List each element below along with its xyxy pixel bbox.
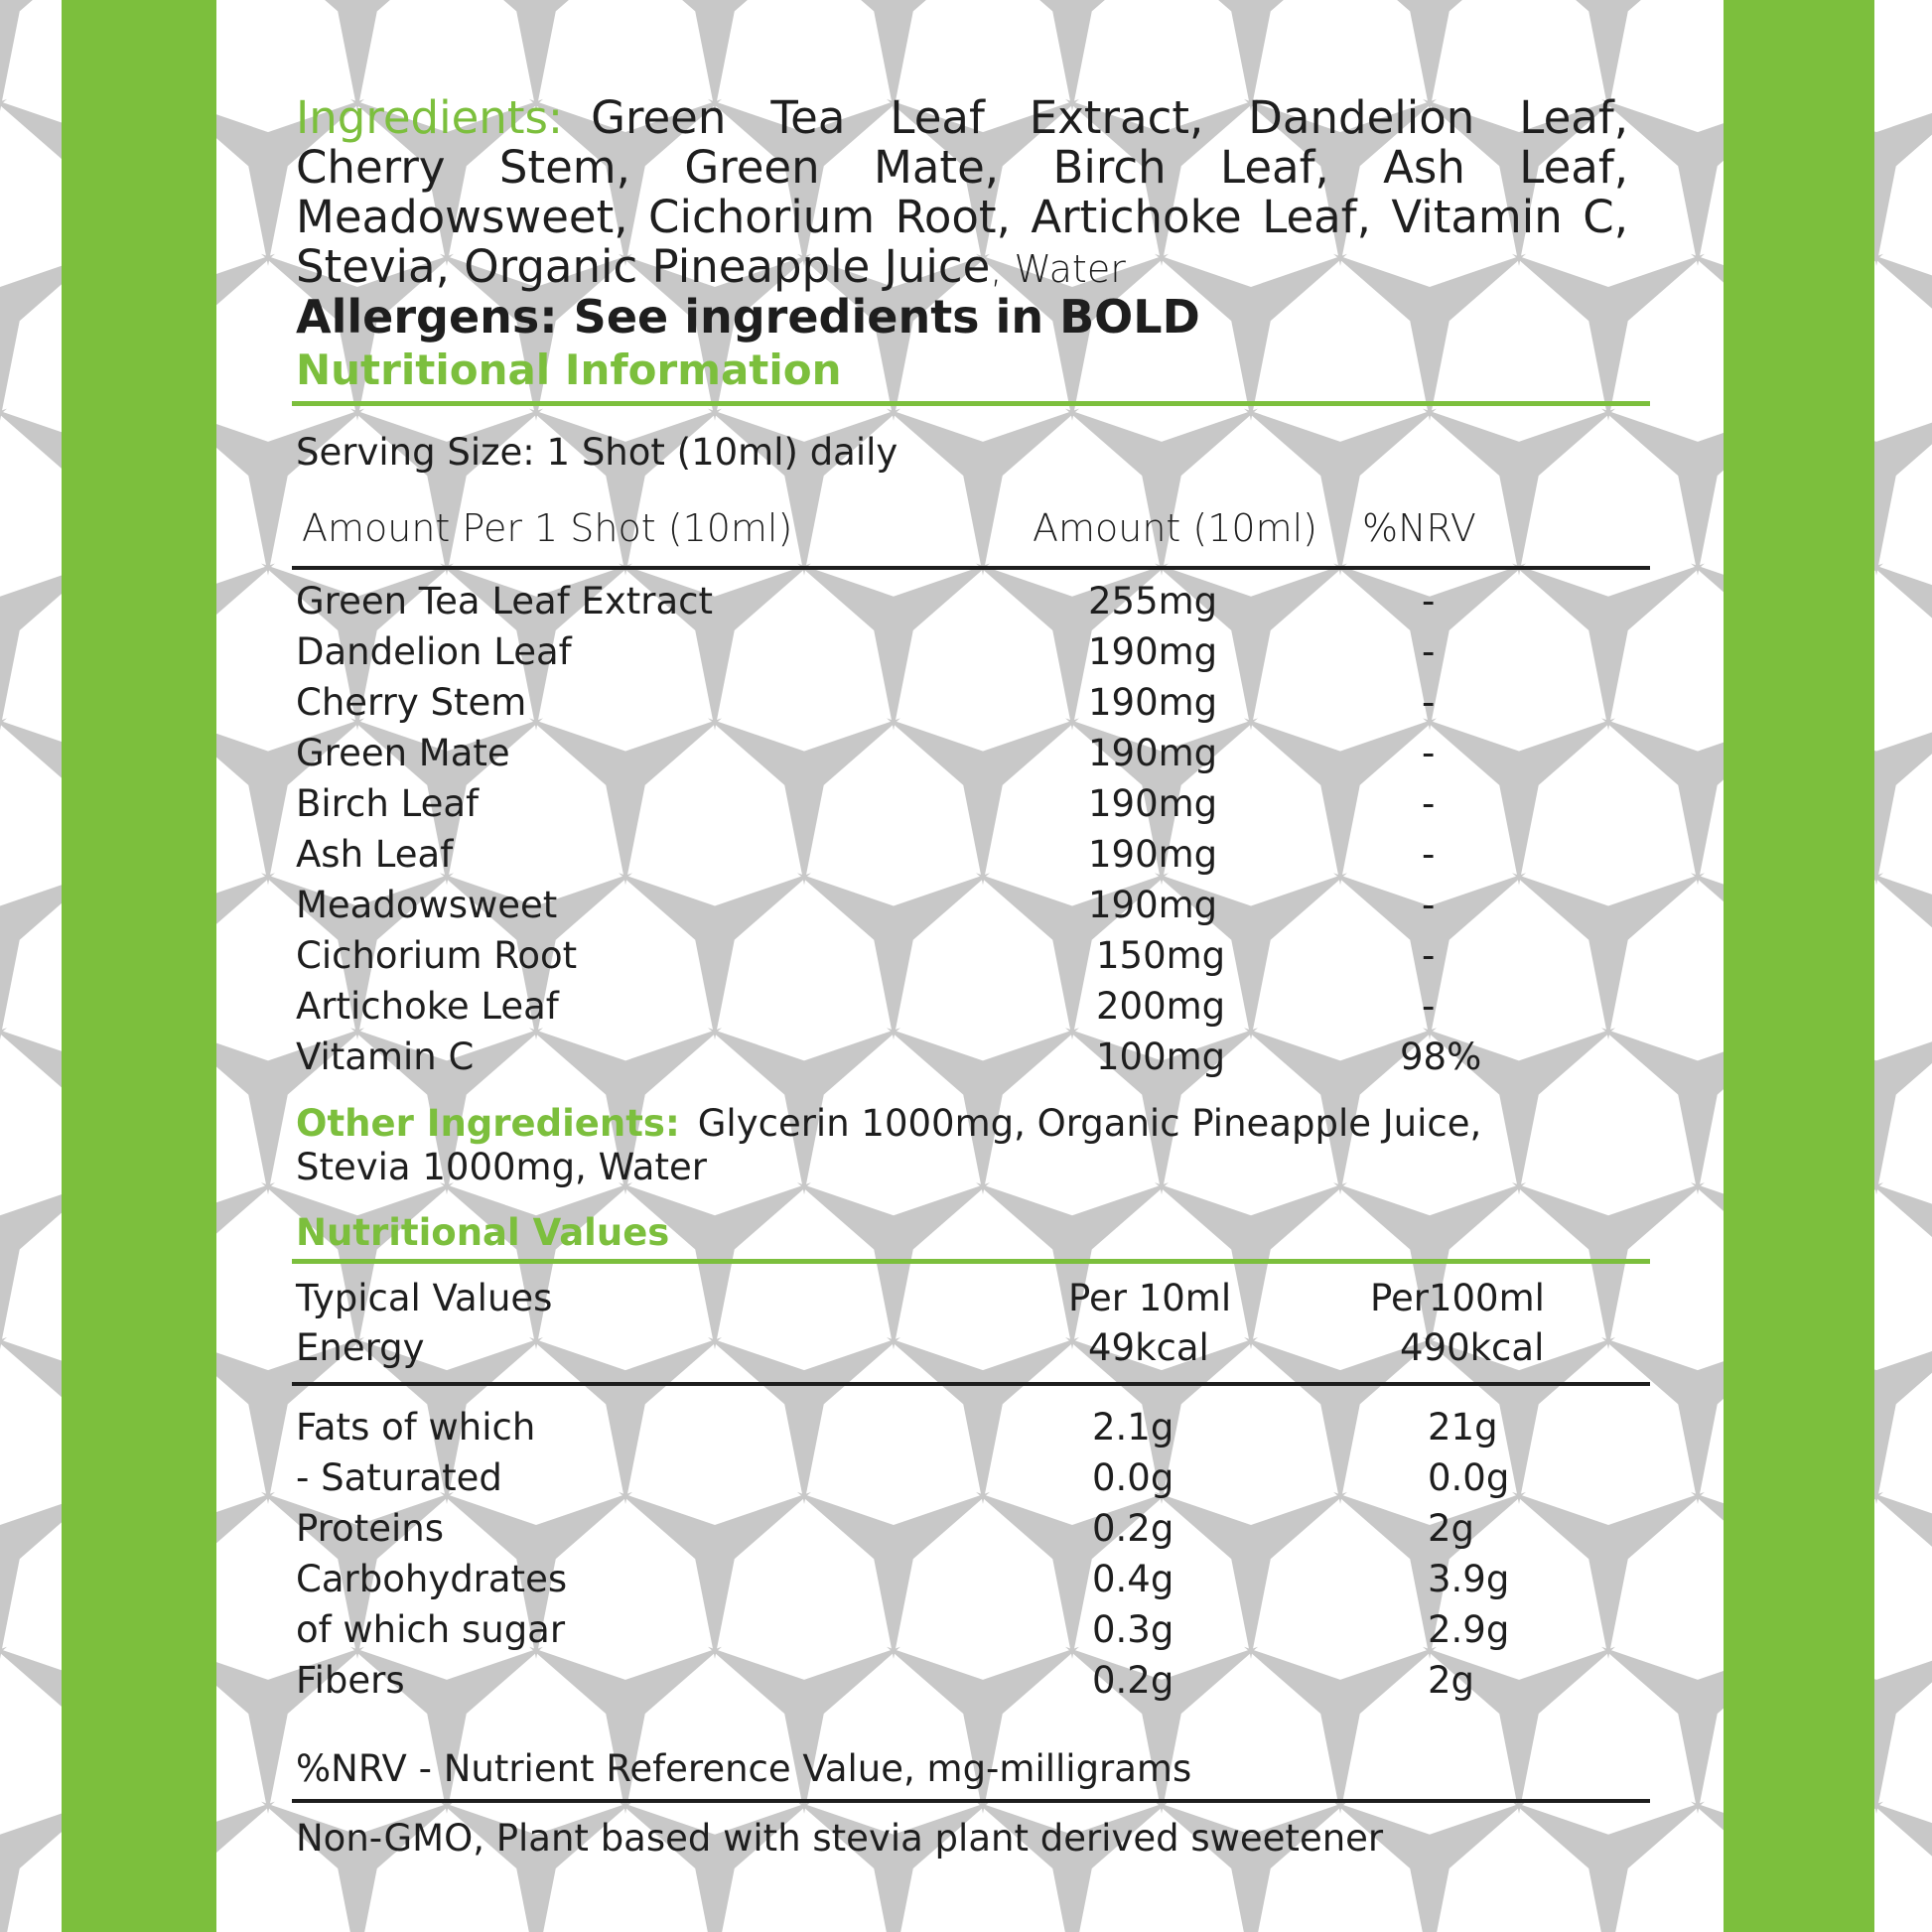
row-name: Dandelion Leaf — [296, 630, 572, 673]
header-nrv: %NRV — [1362, 506, 1476, 550]
pattern-star — [797, 1182, 990, 1349]
pattern-star — [1065, 409, 1258, 576]
serving-size: Serving Size: 1 Shot (10ml) daily — [296, 431, 898, 474]
left-green-band — [62, 0, 216, 1932]
pattern-star — [1512, 1182, 1705, 1349]
row-name: Green Tea Leaf Extract — [296, 580, 714, 622]
nutritional-information-heading: Nutritional Information — [296, 345, 842, 394]
ingredients-tail: , Water — [990, 247, 1126, 291]
ingredients-paragraph — [296, 93, 1628, 294]
row-nrv: - — [1422, 580, 1436, 622]
energy-per-10ml: 49kcal — [1088, 1326, 1209, 1369]
row-amount: 190mg — [1088, 833, 1218, 876]
row-name: Cherry Stem — [296, 681, 527, 724]
other-ingredients-text-1: Glycerin 1000mg, Organic Pineapple Juice, — [697, 1102, 1482, 1145]
row-name: Cichorium Root — [296, 934, 578, 977]
allergens-statement: Allergens: See ingredients in BOLD — [296, 290, 1200, 344]
row-per-100ml: 0.0g — [1428, 1456, 1510, 1499]
pattern-star — [529, 718, 722, 885]
header-per-10ml: Per 10ml — [1068, 1277, 1232, 1319]
pattern-star — [440, 1182, 632, 1349]
pattern-star — [797, 564, 990, 731]
pattern-star — [1869, 564, 1932, 731]
row-name: - Saturated — [296, 1456, 502, 1499]
energy-per-100ml: 490kcal — [1400, 1326, 1545, 1369]
row-nrv: - — [1422, 681, 1436, 724]
pattern-star — [887, 409, 1079, 576]
pattern-star — [619, 1492, 811, 1659]
row-nrv: - — [1422, 782, 1436, 825]
row-nrv: - — [1422, 833, 1436, 876]
row-nrv: - — [1422, 884, 1436, 926]
pattern-star — [976, 1182, 1169, 1349]
ingredients-text: Green Tea Leaf Extract, Dandelion Leaf, Cherry Stem, Green Mate, Birch Leaf, Ash Leaf, Meadowsweet, Cichorium Root, Artichoke Leaf, Vitamin C, Stevia, Organic Pineapple Juice — [296, 91, 1628, 293]
ingredients-label: Ingredients: — [296, 91, 564, 144]
row-per-10ml: 0.0g — [1092, 1456, 1174, 1499]
pattern-star — [1869, 1802, 1932, 1932]
pattern-star — [1155, 1182, 1347, 1349]
pattern-star — [0, 409, 7, 576]
green-divider-2 — [292, 1259, 1650, 1264]
pattern-star — [708, 1337, 900, 1504]
pattern-star — [1869, 1492, 1932, 1659]
pattern-star — [0, 1337, 7, 1504]
pattern-star — [529, 1337, 722, 1504]
nrv-footnote: %NRV - Nutrient Reference Value, mg-milligrams — [296, 1747, 1192, 1790]
row-name: Proteins — [296, 1507, 444, 1550]
nutritional-values-heading: Nutritional Values — [296, 1211, 670, 1254]
row-per-10ml: 2.1g — [1092, 1406, 1174, 1449]
row-name: Fats of which — [296, 1406, 536, 1449]
other-ingredients-line1 — [296, 1102, 1481, 1145]
row-per-100ml: 2g — [1428, 1659, 1475, 1702]
pattern-star — [1244, 1647, 1437, 1814]
header-amount-10ml: Amount (10ml) — [1033, 506, 1317, 550]
row-name: Ash Leaf — [296, 833, 454, 876]
row-per-100ml: 2.9g — [1428, 1608, 1510, 1651]
pattern-star — [0, 718, 7, 885]
pattern-star — [708, 718, 900, 885]
row-amount: 150mg — [1096, 934, 1226, 977]
row-nrv: - — [1422, 985, 1436, 1028]
row-per-100ml: 21g — [1428, 1406, 1498, 1449]
row-name: of which sugar — [296, 1608, 566, 1651]
row-amount: 255mg — [1088, 580, 1218, 622]
row-per-100ml: 3.9g — [1428, 1558, 1510, 1600]
black-divider-3 — [292, 1799, 1650, 1803]
pattern-star — [0, 1647, 7, 1814]
row-amount: 190mg — [1088, 782, 1218, 825]
row-name: Green Mate — [296, 732, 510, 774]
pattern-star — [887, 718, 1079, 885]
row-name: Meadowsweet — [296, 884, 558, 926]
pattern-star — [261, 1182, 454, 1349]
other-ingredients-line2: Stevia 1000mg, Water — [296, 1146, 707, 1188]
row-nrv: - — [1422, 934, 1436, 977]
row-amount: 100mg — [1096, 1035, 1226, 1078]
pattern-star — [619, 873, 811, 1039]
pattern-star — [1869, 254, 1932, 421]
row-per-10ml: 0.2g — [1092, 1659, 1174, 1702]
header-amount-per-shot: Amount Per 1 Shot (10ml) — [302, 506, 793, 550]
pattern-star — [1512, 564, 1705, 731]
pattern-star — [1244, 718, 1437, 885]
pattern-star — [797, 873, 990, 1039]
header-typical-values: Typical Values — [296, 1277, 553, 1319]
green-divider-1 — [292, 401, 1650, 406]
black-divider-2 — [292, 1382, 1650, 1386]
pattern-star — [797, 1492, 990, 1659]
row-amount: 190mg — [1088, 630, 1218, 673]
right-green-band — [1724, 0, 1874, 1932]
row-name: Carbohydrates — [296, 1558, 568, 1600]
black-divider-1 — [292, 566, 1650, 570]
row-per-10ml: 0.2g — [1092, 1507, 1174, 1550]
pattern-star — [1155, 1492, 1347, 1659]
row-name: Birch Leaf — [296, 782, 480, 825]
pattern-star — [1512, 1802, 1705, 1932]
pattern-star — [1869, 873, 1932, 1039]
pattern-star — [887, 1337, 1079, 1504]
header-per-100ml: Per100ml — [1370, 1277, 1545, 1319]
row-name: Vitamin C — [296, 1035, 475, 1078]
row-per-10ml: 0.4g — [1092, 1558, 1174, 1600]
row-name: Fibers — [296, 1659, 405, 1702]
row-amount: 190mg — [1088, 732, 1218, 774]
row-amount: 190mg — [1088, 884, 1218, 926]
pattern-star — [1423, 409, 1615, 576]
pattern-star — [1512, 1492, 1705, 1659]
footer-statement: Non-GMO, Plant based with stevia plant derived sweetener — [296, 1817, 1384, 1860]
pattern-star — [619, 1182, 811, 1349]
row-per-10ml: 0.3g — [1092, 1608, 1174, 1651]
row-nrv: - — [1422, 732, 1436, 774]
row-amount: 200mg — [1096, 985, 1226, 1028]
pattern-star — [0, 99, 7, 266]
row-nrv: - — [1422, 630, 1436, 673]
row-name: Artichoke Leaf — [296, 985, 559, 1028]
row-per-100ml: 2g — [1428, 1507, 1475, 1550]
pattern-star — [1869, 1182, 1932, 1349]
pattern-star — [1869, 0, 1932, 111]
row-amount: 190mg — [1088, 681, 1218, 724]
pattern-star — [1423, 718, 1615, 885]
pattern-star — [1244, 409, 1437, 576]
pattern-star — [0, 1028, 7, 1194]
row-nrv: 98% — [1400, 1035, 1482, 1078]
energy-label: Energy — [296, 1326, 425, 1369]
pattern-star — [1333, 1182, 1526, 1349]
other-ingredients-label: Other Ingredients: — [296, 1102, 680, 1145]
pattern-star — [1512, 873, 1705, 1039]
